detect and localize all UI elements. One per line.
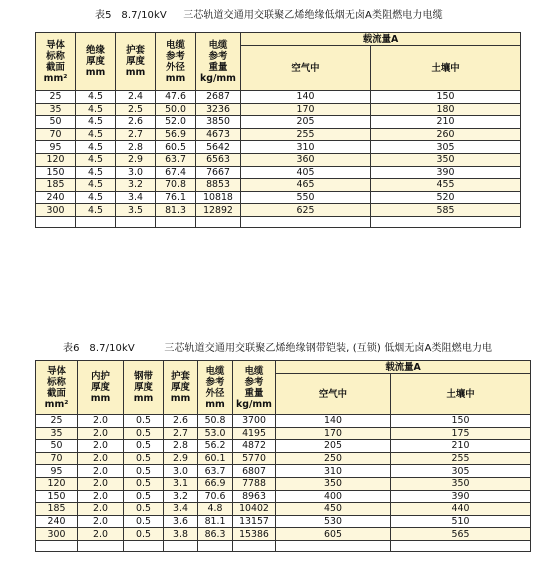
table5-cell: 2.5: [116, 103, 156, 116]
table5-cell: 140: [241, 91, 371, 104]
table6-cell: 305: [391, 465, 531, 478]
table6-cell: 0.5: [124, 415, 164, 428]
table6-cell: 450: [276, 503, 391, 516]
table6-cell: 4195: [233, 427, 276, 440]
table5-cell: 50.0: [156, 103, 196, 116]
table5-cell: 4.5: [76, 204, 116, 217]
table5-blank-cell: [36, 216, 76, 227]
table5-cell: 170: [241, 103, 371, 116]
table6-cell: 210: [391, 440, 531, 453]
table5-blank-cell: [156, 216, 196, 227]
table5-cell: 3850: [196, 116, 241, 129]
table6-row: [36, 415, 531, 428]
table6-cell: 50: [36, 440, 78, 453]
table6-cell: 205: [276, 440, 391, 453]
table6-cell: 66.9: [198, 477, 233, 490]
table5-cell: 3.2: [116, 179, 156, 192]
table5-row: [36, 153, 521, 166]
table5-cell: 625: [241, 204, 371, 217]
table6-cell: 7788: [233, 477, 276, 490]
table5-row: [36, 103, 521, 116]
table6-cell: 3.8: [164, 528, 198, 541]
table6-cell: 70.6: [198, 490, 233, 503]
table6-cell: 0.5: [124, 528, 164, 541]
table5-voltage: 8.7/10kV: [121, 10, 167, 21]
table5-cell: 120: [36, 153, 76, 166]
table6-cell: 2.0: [78, 415, 124, 428]
table6-cell: 3700: [233, 415, 276, 428]
table5-cell: 585: [371, 204, 521, 217]
table5-cell: 4.5: [76, 153, 116, 166]
table6-row: [36, 528, 531, 541]
table5-cell: 3.0: [116, 166, 156, 179]
table5-cell: 185: [36, 179, 76, 192]
table6-cell: 150: [391, 415, 531, 428]
table5-cell: 260: [371, 128, 521, 141]
table5-row: [36, 204, 521, 217]
table5-cell: 63.7: [156, 153, 196, 166]
table6-cell: 0.5: [124, 503, 164, 516]
table6-cell: 2.8: [164, 440, 198, 453]
table6-blank-cell: [36, 540, 78, 551]
table6-header-armor: 钢带 厚度 mm: [124, 361, 164, 415]
table5-header-air: 空气中: [241, 46, 371, 91]
table6-blank-cell: [276, 540, 391, 551]
table6-row: [36, 440, 531, 453]
table6-cell: 13157: [233, 515, 276, 528]
table5-cell: 255: [241, 128, 371, 141]
table5: [35, 32, 521, 228]
table5-cell: 2.7: [116, 128, 156, 141]
table5-cell: 550: [241, 191, 371, 204]
table6-header-od: 电缆 参考 外径 mm: [198, 361, 233, 415]
table6-cell: 120: [36, 477, 78, 490]
table5-cell: 81.3: [156, 204, 196, 217]
table6-cell: 2.0: [78, 477, 124, 490]
table6-row: [36, 477, 531, 490]
table6-title: 三芯轨道交通用交联聚乙烯绝缘钢带铠装, (互锁) 低烟无卤A类阻燃电力电: [164, 343, 493, 354]
table5-cell: 76.1: [156, 191, 196, 204]
table5-cell: 35: [36, 103, 76, 116]
table5-cell: 205: [241, 116, 371, 129]
table5-cell: 180: [371, 103, 521, 116]
table6-cell: 2.0: [78, 465, 124, 478]
table5-blank-cell: [196, 216, 241, 227]
table5-cell: 8853: [196, 179, 241, 192]
table5-cell: 25: [36, 91, 76, 104]
table6-cell: 240: [36, 515, 78, 528]
table6-cell: 605: [276, 528, 391, 541]
table5-cell: 50: [36, 116, 76, 129]
table6-cell: 0.5: [124, 477, 164, 490]
table6-cell: 0.5: [124, 427, 164, 440]
table5-cell: 67.4: [156, 166, 196, 179]
table5-cell: 5642: [196, 141, 241, 154]
table6-cell: 50.8: [198, 415, 233, 428]
table6-cell: 0.5: [124, 490, 164, 503]
table6-row: [36, 465, 531, 478]
table6-cell: 3.2: [164, 490, 198, 503]
table6-cell: 400: [276, 490, 391, 503]
table6-cell: 25: [36, 415, 78, 428]
table6-blank-row: [36, 540, 531, 551]
table5-cell: 150: [371, 91, 521, 104]
table5-blank-row: [36, 216, 521, 227]
table6-cell: 2.0: [78, 515, 124, 528]
table5-row: [36, 141, 521, 154]
table6-cell: 150: [36, 490, 78, 503]
table5-cell: 4.5: [76, 103, 116, 116]
table5-cell: 47.6: [156, 91, 196, 104]
table5-blank-cell: [371, 216, 521, 227]
table5-row: [36, 179, 521, 192]
table6-blank-cell: [164, 540, 198, 551]
table6-cell: 5770: [233, 452, 276, 465]
table5-cell: 7667: [196, 166, 241, 179]
table5-cell: 455: [371, 179, 521, 192]
table5-cell: 3236: [196, 103, 241, 116]
table5-cell: 150: [36, 166, 76, 179]
table6-voltage: 8.7/10kV: [89, 343, 135, 354]
table6-cell: 0.5: [124, 440, 164, 453]
table5-cell: 390: [371, 166, 521, 179]
table6-number: 表6: [63, 343, 80, 354]
table5-cell: 2.9: [116, 153, 156, 166]
table5-cell: 4.5: [76, 116, 116, 129]
table5-cell: 305: [371, 141, 521, 154]
table6: [35, 360, 531, 552]
table6-cell: 3.1: [164, 477, 198, 490]
table6-header-soil: 土壤中: [391, 374, 531, 415]
table6-cell: 310: [276, 465, 391, 478]
table5-header-weight: 电缆 参考 重量 kg/mm: [196, 33, 241, 91]
table6-cell: 530: [276, 515, 391, 528]
table6-cell: 2.0: [78, 490, 124, 503]
table6-cell: 0.5: [124, 452, 164, 465]
table5-cell: 2.6: [116, 116, 156, 129]
table6-cell: 2.0: [78, 503, 124, 516]
table6-blank-cell: [124, 540, 164, 551]
table6-cell: 95: [36, 465, 78, 478]
table5-cell: 52.0: [156, 116, 196, 129]
table6-cell: 440: [391, 503, 531, 516]
table5-cell: 2687: [196, 91, 241, 104]
table6-blank-cell: [198, 540, 233, 551]
table6-header-conductor: 导体 标称 截面 mm²: [36, 361, 78, 415]
table5-cell: 300: [36, 204, 76, 217]
table6-cell: 175: [391, 427, 531, 440]
table6-cell: 53.0: [198, 427, 233, 440]
table5-cell: 4.5: [76, 91, 116, 104]
table5-header-soil: 土壤中: [371, 46, 521, 91]
table5-cell: 12892: [196, 204, 241, 217]
table5-cell: 210: [371, 116, 521, 129]
table6-cell: 3.0: [164, 465, 198, 478]
table6-cell: 0.5: [124, 465, 164, 478]
table6-cell: 2.6: [164, 415, 198, 428]
table6-cell: 35: [36, 427, 78, 440]
table5-cell: 6563: [196, 153, 241, 166]
table6-cell: 2.7: [164, 427, 198, 440]
table6-cell: 56.2: [198, 440, 233, 453]
table5-cell: 3.4: [116, 191, 156, 204]
table6-cell: 170: [276, 427, 391, 440]
table6-blank-cell: [78, 540, 124, 551]
table6-cell: 63.7: [198, 465, 233, 478]
table6-row: [36, 452, 531, 465]
table5-cell: 70: [36, 128, 76, 141]
table5-cell: 4.5: [76, 179, 116, 192]
table5-header-insulation: 绝缘 厚度 mm: [76, 33, 116, 91]
table5-cell: 4.5: [76, 141, 116, 154]
table5-header-conductor: 导体 标称 截面 mm²: [36, 33, 76, 91]
table5-cell: 4.5: [76, 166, 116, 179]
table5-number: 表5: [95, 10, 112, 21]
table5-header-od: 电缆 参考 外径 mm: [156, 33, 196, 91]
table6-cell: 70: [36, 452, 78, 465]
table5-blank-cell: [241, 216, 371, 227]
table6-header-inner-sheath: 内护 厚度 mm: [78, 361, 124, 415]
table5-header-ampacity: 载流量A: [241, 33, 521, 46]
table6-cell: 8963: [233, 490, 276, 503]
table6-cell: 185: [36, 503, 78, 516]
table5-row: [36, 128, 521, 141]
table6-header-weight: 电缆 参考 重量 kg/mm: [233, 361, 276, 415]
table6-cell: 0.5: [124, 515, 164, 528]
table5-cell: 70.8: [156, 179, 196, 192]
table5-cell: 4.5: [76, 191, 116, 204]
table6-header-ampacity: 载流量A: [276, 361, 531, 374]
table6-cell: 2.0: [78, 528, 124, 541]
table6-cell: 6807: [233, 465, 276, 478]
table5-cell: 4673: [196, 128, 241, 141]
table6-cell: 4.8: [198, 503, 233, 516]
table6-row: [36, 490, 531, 503]
table6-cell: 15386: [233, 528, 276, 541]
table5-caption: [95, 6, 443, 21]
table6-cell: 255: [391, 452, 531, 465]
table6-row: [36, 503, 531, 516]
table5-blank-cell: [76, 216, 116, 227]
table5-cell: 60.5: [156, 141, 196, 154]
table5-cell: 310: [241, 141, 371, 154]
table5-row: [36, 116, 521, 129]
table5-blank-cell: [116, 216, 156, 227]
table5-cell: 2.4: [116, 91, 156, 104]
table6-cell: 3.6: [164, 515, 198, 528]
table6-cell: 350: [391, 477, 531, 490]
table6-header-air: 空气中: [276, 374, 391, 415]
table6-row: [36, 515, 531, 528]
table6-cell: 390: [391, 490, 531, 503]
table5-cell: 10818: [196, 191, 241, 204]
table5-cell: 95: [36, 141, 76, 154]
table6-cell: 565: [391, 528, 531, 541]
table6-cell: 250: [276, 452, 391, 465]
table5-title: 三芯轨道交通用交联聚乙烯绝缘低烟无卤A类阻燃电力电缆: [183, 10, 443, 21]
table6-cell: 2.0: [78, 427, 124, 440]
table5-cell: 360: [241, 153, 371, 166]
table6-row: [36, 427, 531, 440]
table5-row: [36, 191, 521, 204]
table5-cell: 56.9: [156, 128, 196, 141]
table6-cell: 2.0: [78, 440, 124, 453]
table5-row: [36, 166, 521, 179]
table5-header-sheath: 护套 厚度 mm: [116, 33, 156, 91]
table6-caption: [63, 339, 492, 354]
table6-cell: 81.1: [198, 515, 233, 528]
table5-cell: 520: [371, 191, 521, 204]
table6-cell: 2.0: [78, 452, 124, 465]
table5-cell: 2.8: [116, 141, 156, 154]
table5-row: [36, 91, 521, 104]
table5-cell: 350: [371, 153, 521, 166]
table6-header-sheath: 护套 厚度 mm: [164, 361, 198, 415]
table6-cell: 3.4: [164, 503, 198, 516]
table6-blank-cell: [233, 540, 276, 551]
table6-cell: 60.1: [198, 452, 233, 465]
table6-cell: 300: [36, 528, 78, 541]
table6-blank-cell: [391, 540, 531, 551]
table5-cell: 4.5: [76, 128, 116, 141]
table5-cell: 3.5: [116, 204, 156, 217]
table6-cell: 140: [276, 415, 391, 428]
table5-cell: 240: [36, 191, 76, 204]
table6-cell: 4872: [233, 440, 276, 453]
table5-cell: 405: [241, 166, 371, 179]
table6-cell: 86.3: [198, 528, 233, 541]
table5-cell: 465: [241, 179, 371, 192]
table6-cell: 510: [391, 515, 531, 528]
table6-cell: 350: [276, 477, 391, 490]
table6-cell: 2.9: [164, 452, 198, 465]
table6-cell: 10402: [233, 503, 276, 516]
